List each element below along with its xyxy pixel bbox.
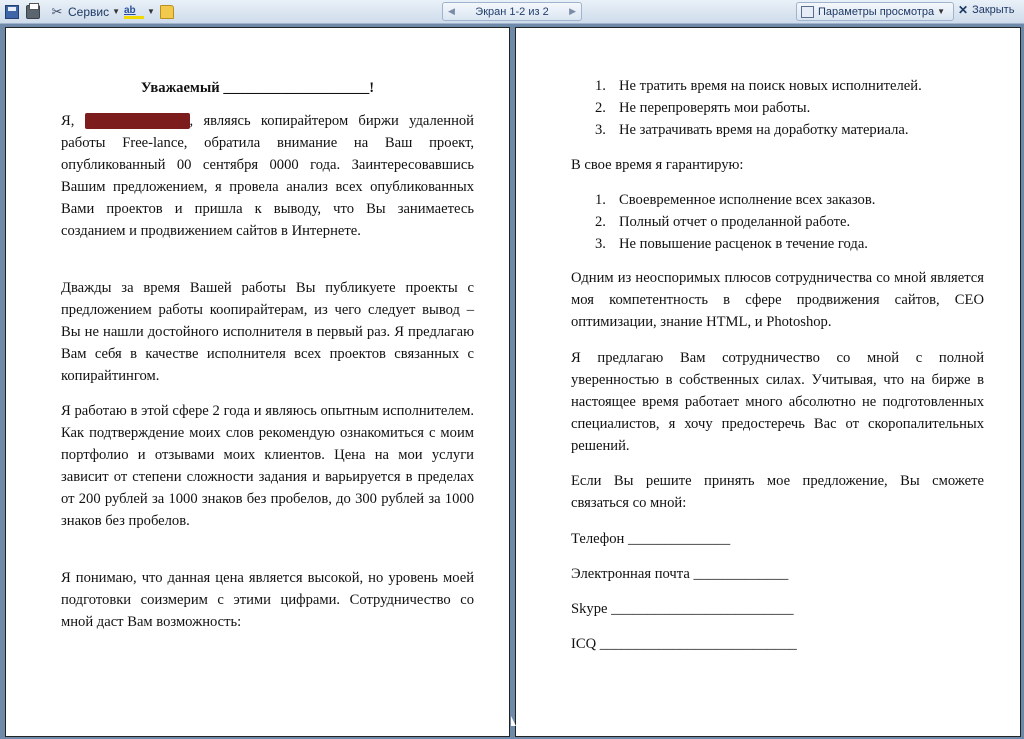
list-number: 2. bbox=[595, 100, 606, 116]
service-label: Сервис bbox=[68, 4, 110, 19]
list-text: Своевременное исполнение всех заказов. bbox=[619, 192, 876, 208]
previous-page-icon[interactable]: ◀ bbox=[448, 6, 455, 16]
view-options-label: Параметры просмотра bbox=[818, 5, 935, 18]
chevron-down-icon: ▼ bbox=[937, 7, 946, 16]
guarantee-label: В свое время я гарантирую: bbox=[571, 157, 744, 173]
spelling-icon: ab bbox=[124, 5, 144, 19]
list-item bbox=[571, 233, 991, 255]
save-icon bbox=[5, 5, 19, 19]
list-item bbox=[571, 211, 991, 233]
icq-line: ICQ ___________________________ bbox=[571, 636, 797, 652]
mouse-cursor-icon bbox=[511, 716, 516, 726]
paragraph-projects: Дважды за время Вашей работы Вы публикуете проекты с предложением работы коопирайтерам, из чего следует вывод – Вы не нашли достойного исполнителя в первый раз. Я предлагаю Вам себя в качестве исполнителя всех проектов связанных с копирайтингом. bbox=[61, 280, 474, 384]
list-item bbox=[571, 97, 991, 119]
paragraph-advantage: Одним из неоспоримых плюсов сотрудничества со мной является моя компетентность в сфере продвижения сайтов, СЕО оптимизации, знание HTML, и Photoshop. bbox=[571, 270, 984, 330]
benefits-list bbox=[571, 75, 991, 141]
close-icon: ✕ bbox=[958, 3, 969, 17]
document-page-1 bbox=[5, 27, 510, 737]
list-text: Не тратить время на поиск новых исполнителей. bbox=[619, 78, 922, 94]
view-options-button[interactable] bbox=[796, 2, 954, 21]
service-menu-button[interactable] bbox=[50, 3, 120, 20]
intro-start: Я, bbox=[61, 113, 85, 129]
guarantee-list bbox=[571, 189, 991, 255]
intro-rest: , являясь копирайтером биржи удаленной работы Free-lance, обратила внимание на Ваш проект, опубликованный 00 сентября 0000 года. Заинтересовавшись Вашим предложением, я провела анализ всех опубликованных Вами проектов и пришла к выводу, что Вы занимаетесь созданием и продвижением сайтов в Интернете. bbox=[61, 113, 474, 239]
list-item bbox=[571, 119, 991, 141]
tools-icon: ✂ bbox=[51, 3, 63, 19]
document-page-2 bbox=[515, 27, 1021, 737]
phone-line: Телефон ______________ bbox=[571, 531, 731, 547]
paragraph-intro bbox=[61, 110, 474, 242]
list-number: 3. bbox=[595, 236, 606, 252]
folder-button[interactable] bbox=[160, 3, 174, 20]
list-number: 1. bbox=[595, 78, 606, 94]
close-label: Закрыть bbox=[972, 4, 1015, 16]
redacted-name bbox=[85, 113, 190, 129]
chevron-down-icon: ▼ bbox=[112, 7, 121, 16]
list-number: 1. bbox=[595, 192, 606, 208]
spelling-button[interactable] bbox=[124, 3, 155, 20]
pager-label: Экран 1-2 из 2 bbox=[475, 5, 549, 18]
list-number: 3. bbox=[595, 122, 606, 138]
page-navigator bbox=[442, 2, 582, 21]
paragraph-offer: Я предлагаю Вам сотрудничество со мной с полной уверенностью в собственных силах. Учитывая, что на бирже в настоящее время работает много абсолютно не подготовленных специалистов, я хочу предостеречь Вас от скоропалительных решений. bbox=[571, 350, 984, 454]
paragraph-price: Я понимаю, что данная цена является высокой, но уровень моей подготовки соизмерим с этими цифрами. Сотрудничество со мной даст Вам возможность: bbox=[61, 570, 474, 630]
list-text: Не затрачивать время на доработку материала. bbox=[619, 122, 909, 138]
print-button[interactable] bbox=[26, 3, 40, 20]
letter-heading: Уважаемый ____________________! bbox=[140, 80, 375, 96]
chevron-down-icon: ▼ bbox=[147, 7, 155, 16]
skype-line: Skype _________________________ bbox=[571, 601, 794, 617]
view-options-icon bbox=[801, 6, 814, 18]
folder-icon bbox=[160, 5, 174, 19]
list-text: Не перепроверять мои работы. bbox=[619, 100, 811, 116]
list-number: 2. bbox=[595, 214, 606, 230]
print-icon bbox=[26, 5, 40, 19]
list-text: Не повышение расценок в течение года. bbox=[619, 236, 868, 252]
list-item bbox=[571, 189, 991, 211]
list-text: Полный отчет о проделанной работе. bbox=[619, 214, 851, 230]
print-preview-toolbar bbox=[0, 0, 1024, 24]
save-button[interactable] bbox=[5, 3, 19, 20]
close-button[interactable] bbox=[958, 3, 1014, 17]
list-item bbox=[571, 75, 991, 97]
email-line: Электронная почта _____________ bbox=[571, 566, 789, 582]
next-page-icon[interactable]: ▶ bbox=[569, 6, 576, 16]
paragraph-experience: Я работаю в этой сфере 2 года и являюсь опытным исполнителем. Как подтверждение моих слов рекомендую ознакомиться с моим портфолио и отзывами моих клиентов. Цена на мои услуги зависит от степени сложности задания и варьируется в пределах от 200 рублей за 1000 знаков без пробелов, до 300 рублей за 1000 знаков без пробелов. bbox=[61, 403, 474, 529]
paragraph-contact: Если Вы решите принять мое предложение, Вы сможете связаться со мной: bbox=[571, 473, 984, 511]
